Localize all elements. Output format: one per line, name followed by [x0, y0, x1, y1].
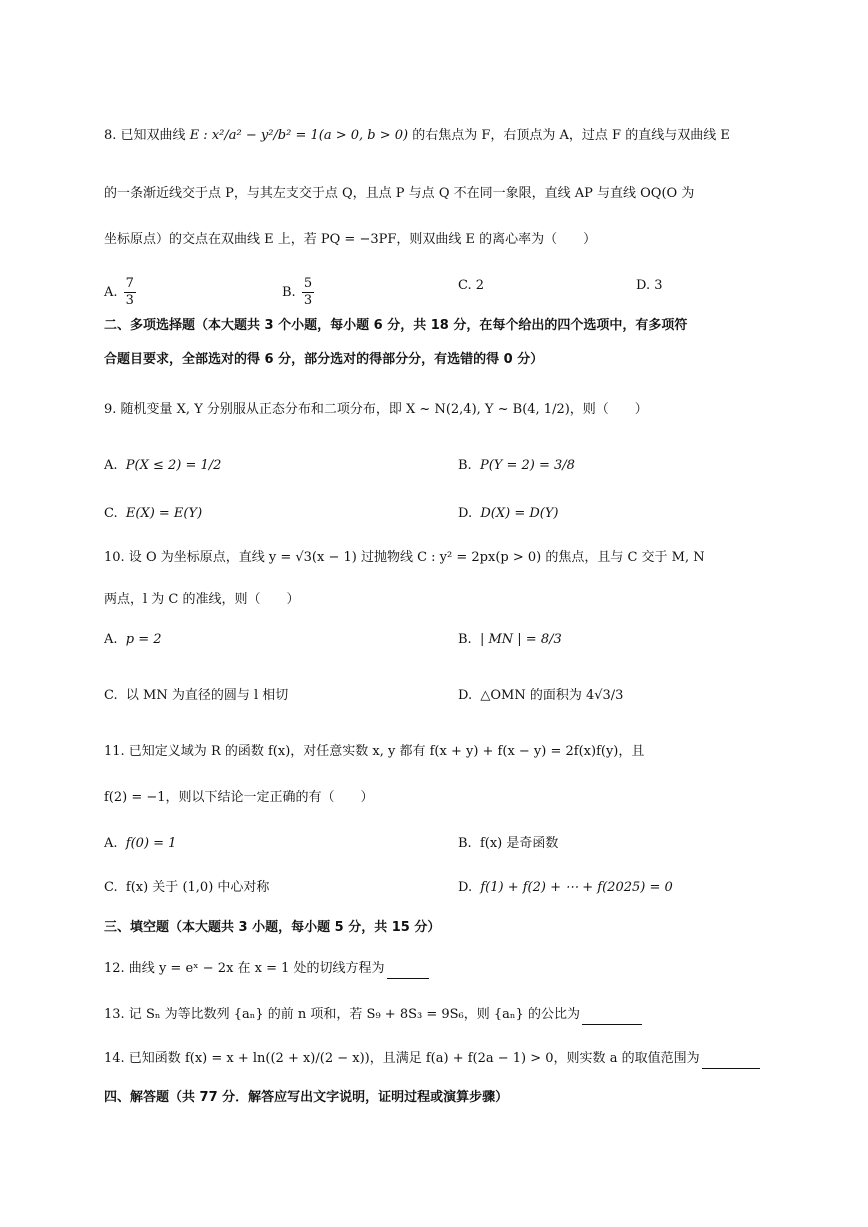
- q9-option-c-text: E(X) = E(Y): [125, 506, 203, 521]
- q10-line2: 两点，l 为 C 的准线，则（ ）: [104, 592, 300, 607]
- q10-option-a: A. p = 2: [104, 632, 162, 647]
- q8-option-b: [282, 276, 316, 309]
- q9-option-c: C. E(X) = E(Y): [104, 506, 203, 521]
- q10-option-b: B. | MN | = 8/3: [458, 632, 562, 647]
- q9-option-b: B. P(Y = 2) = 3/8: [458, 458, 575, 473]
- q12-answer-blank: [387, 958, 429, 979]
- q8-option-d-text: 3: [654, 278, 663, 293]
- q8-option-b-den: 3: [303, 293, 313, 308]
- section3-heading: 三、填空题（本大题共 3 小题，每小题 5 分，共 15 分）: [104, 920, 441, 935]
- q12-line: [104, 958, 429, 979]
- q10-option-b-text: | MN | = 8/3: [479, 632, 562, 647]
- q11-option-d: D. f(1) + f(2) + ⋯ + f(2025) = 0: [458, 880, 673, 895]
- q8-option-b-fraction: [302, 276, 314, 309]
- q11-line2: f(2) = −1，则以下结论一定正确的有（ ）: [104, 790, 374, 805]
- q10-option-c: C. 以 MN 为直径的圆与 l 相切: [104, 688, 289, 703]
- q8-option-b-label: B.: [282, 285, 296, 300]
- q8-option-d: [636, 276, 663, 296]
- q9-option-a: A. P(X ≤ 2) = 1/2: [104, 458, 222, 473]
- q8-line1-post: 的右焦点为 F，右顶点为 A，过点 F 的直线与双曲线 E: [412, 128, 730, 143]
- q13-answer-blank: [582, 1004, 642, 1025]
- q9-stem: 9. 随机变量 X, Y 分别服从正态分布和二项分布，即 X ~ N(2,4), Y ~ B(4, 1/2)，则（ ）: [104, 402, 648, 417]
- q9-option-a-text: P(X ≤ 2) = 1/2: [125, 458, 222, 473]
- q8-option-d-label: D.: [636, 278, 651, 293]
- q10-option-d-text: △OMN 的面积为 4√3/3: [480, 688, 624, 703]
- q8-option-a-num: 7: [125, 276, 134, 291]
- q10-option-d: D. △OMN 的面积为 4√3/3: [458, 688, 624, 703]
- q8-option-a-den: 3: [125, 293, 134, 308]
- q11-option-c: C. f(x) 关于 (1,0) 中心对称: [104, 880, 270, 895]
- q11-option-b: B. f(x) 是奇函数: [458, 836, 559, 851]
- q8-option-c-text: 2: [475, 278, 485, 293]
- q8-option-c: [458, 276, 484, 296]
- q8-option-c-label: C.: [458, 278, 472, 293]
- q10-line1: 10. 设 O 为坐标原点，直线 y = √3(x − 1) 过抛物线 C : y² = 2px(p > 0) 的焦点，且与 C 交于 M, N: [104, 550, 705, 565]
- q11-option-c-text: f(x) 关于 (1,0) 中心对称: [125, 880, 270, 895]
- q14-text: 14. 已知函数 f(x) = x + ln((2 + x)/(2 − x))，且满足 f(a) + f(2a − 1) > 0，则实数 a 的取值范围为: [104, 1051, 700, 1066]
- q11-line1: 11. 已知定义域为 R 的函数 f(x)，对任意实数 x, y 都有 f(x + y) + f(x − y) = 2f(x)f(y)，且: [104, 744, 645, 759]
- q8-line3: 坐标原点）的交点在双曲线 E 上，若 PQ = −3PF，则双曲线 E 的离心率为（ ）: [104, 232, 597, 247]
- q14-line: [104, 1048, 760, 1069]
- q8-hyperbola-equation: E : x²/a² − y²/b² = 1(a > 0, b > 0): [189, 128, 409, 143]
- q8-option-a: [104, 276, 138, 309]
- q9-option-b-text: P(Y = 2) = 3/8: [479, 458, 575, 473]
- q8-option-b-num: 5: [303, 276, 313, 291]
- q11-option-d-text: f(1) + f(2) + ⋯ + f(2025) = 0: [480, 880, 673, 895]
- section2-heading-line1: 二、多项选择题（本大题共 3 个小题，每小题 6 分，共 18 分，在每个给出的四个选项中，有多项符: [104, 318, 688, 333]
- section4-heading: 四、解答题（共 77 分．解答应写出文字说明，证明过程或演算步骤）: [104, 1090, 509, 1105]
- q11-option-a-text: f(0) = 1: [125, 836, 177, 851]
- q13-line: [104, 1004, 642, 1025]
- q11-option-b-text: f(x) 是奇函数: [479, 836, 559, 851]
- q9-option-d-text: D(X) = D(Y): [480, 506, 559, 521]
- q12-text: 12. 曲线 y = eˣ − 2x 在 x = 1 处的切线方程为: [104, 961, 385, 976]
- q10-option-c-text: 以 MN 为直径的圆与 l 相切: [125, 688, 289, 703]
- q8-line1-pre: 8. 已知双曲线: [104, 128, 186, 143]
- q14-answer-blank: [702, 1048, 760, 1069]
- section2-heading-line2: 合题目要求，全部选对的得 6 分，部分选对的得部分分，有选错的得 0 分）: [104, 352, 544, 367]
- q11-option-a: A. f(0) = 1: [104, 836, 177, 851]
- q13-text: 13. 记 Sₙ 为等比数列 {aₙ} 的前 n 项和，若 S₉ + 8S₃ = 9S₆，则 {aₙ} 的公比为: [104, 1007, 580, 1022]
- q8-option-a-fraction: [124, 276, 136, 309]
- q10-option-a-text: p = 2: [125, 632, 162, 647]
- q8-line1: [104, 126, 730, 146]
- q8-line2: 的一条渐近线交于点 P，与其左支交于点 Q，且点 P 与点 Q 不在同一象限，直线 AP 与直线 OQ(O 为: [104, 186, 695, 201]
- q9-option-d: D. D(X) = D(Y): [458, 506, 559, 521]
- q8-option-a-label: A.: [104, 285, 118, 300]
